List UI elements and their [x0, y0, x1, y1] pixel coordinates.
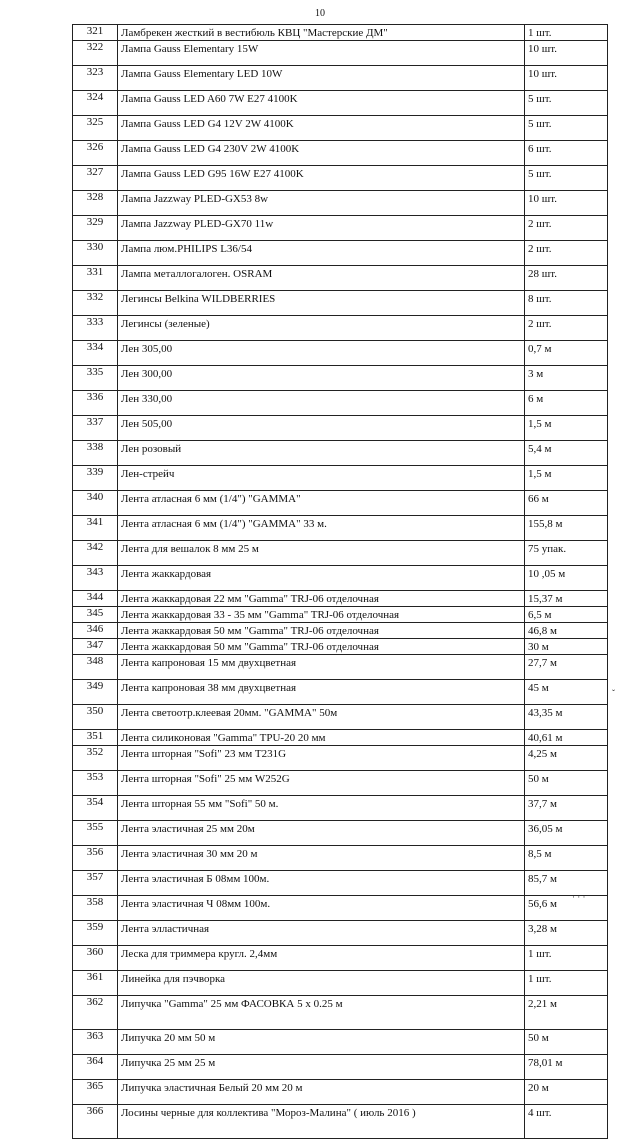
- item-name-cell: Лента эластичная Ч 08мм 100м.: [118, 896, 525, 921]
- item-name-cell: Лампа Gauss LED G4 230V 2W 4100K: [118, 141, 525, 166]
- item-name-cell: Лампа Jazzway PLED-GX53 8w: [118, 191, 525, 216]
- item-name-cell: Лента шторная "Sofi" 25 мм W252G: [118, 771, 525, 796]
- row-number-cell: 333: [73, 316, 118, 341]
- row-number-cell: 344: [73, 591, 118, 607]
- table-row: [73, 25, 608, 41]
- item-name-cell: Липучка 20 мм 50 м: [118, 1030, 525, 1055]
- item-name-cell: Лента элластичная: [118, 921, 525, 946]
- table-row: [73, 846, 608, 871]
- table-row: [73, 241, 608, 266]
- item-name-cell: Лента атласная 6 мм (1/4") "GAMMA" 33 м.: [118, 516, 525, 541]
- item-name-cell: Липучка "Gamma" 25 мм ФАСОВКА 5 х 0.25 м: [118, 996, 525, 1030]
- quantity-cell: 4,25 м: [525, 746, 608, 771]
- table-row: [73, 591, 608, 607]
- row-number-cell: 325: [73, 116, 118, 141]
- table-row: [73, 921, 608, 946]
- row-number-cell: 335: [73, 366, 118, 391]
- item-name-cell: Лен-стрейч: [118, 466, 525, 491]
- row-number-cell: 346: [73, 623, 118, 639]
- item-name-cell: Липучка эластичная Белый 20 мм 20 м: [118, 1080, 525, 1105]
- table-row: [73, 141, 608, 166]
- table-row: [73, 41, 608, 66]
- table-row: [73, 116, 608, 141]
- inventory-table: [72, 24, 608, 1139]
- table-row: [73, 91, 608, 116]
- row-number-cell: 327: [73, 166, 118, 191]
- quantity-cell: 1 шт.: [525, 971, 608, 996]
- item-name-cell: Лен 330,00: [118, 391, 525, 416]
- table-row: [73, 1080, 608, 1105]
- quantity-cell: 5 шт.: [525, 116, 608, 141]
- quantity-cell: 50 м: [525, 771, 608, 796]
- row-number-cell: 347: [73, 639, 118, 655]
- item-name-cell: Лента светоотр.клеевая 20мм. "GAMMA" 50м: [118, 705, 525, 730]
- table-row: [73, 191, 608, 216]
- table-row: [73, 730, 608, 746]
- row-number-cell: 326: [73, 141, 118, 166]
- quantity-cell: 1 шт.: [525, 946, 608, 971]
- quantity-cell: 0,7 м: [525, 341, 608, 366]
- item-name-cell: Лента капроновая 38 мм двухцветная: [118, 680, 525, 705]
- table-row: [73, 996, 608, 1030]
- quantity-cell: 78,01 м: [525, 1055, 608, 1080]
- table-row: [73, 1105, 608, 1139]
- row-number-cell: 345: [73, 607, 118, 623]
- quantity-cell: 56,6 м: [525, 896, 608, 921]
- item-name-cell: Лампа Gauss LED G4 12V 2W 4100K: [118, 116, 525, 141]
- item-name-cell: Лен 300,00: [118, 366, 525, 391]
- quantity-cell: 10 шт.: [525, 41, 608, 66]
- row-number-cell: 360: [73, 946, 118, 971]
- row-number-cell: 352: [73, 746, 118, 771]
- row-number-cell: 351: [73, 730, 118, 746]
- item-name-cell: Лента для вешалок 8 мм 25 м: [118, 541, 525, 566]
- table-row: [73, 516, 608, 541]
- item-name-cell: Лампа люм.PHILIPS L36/54: [118, 241, 525, 266]
- item-name-cell: Леска для триммера кругл. 2,4мм: [118, 946, 525, 971]
- page-number: 10: [315, 8, 325, 19]
- table-row: [73, 871, 608, 896]
- item-name-cell: Лампа Jazzway PLED-GX70 11w: [118, 216, 525, 241]
- quantity-cell: 5 шт.: [525, 91, 608, 116]
- table-row: [73, 896, 608, 921]
- quantity-cell: 43,35 м: [525, 705, 608, 730]
- item-name-cell: Липучка 25 мм 25 м: [118, 1055, 525, 1080]
- table-row: [73, 391, 608, 416]
- quantity-cell: 10 шт.: [525, 66, 608, 91]
- table-row: [73, 66, 608, 91]
- quantity-cell: 75 упак.: [525, 541, 608, 566]
- table-row: [73, 166, 608, 191]
- row-number-cell: 350: [73, 705, 118, 730]
- row-number-cell: 329: [73, 216, 118, 241]
- quantity-cell: 37,7 м: [525, 796, 608, 821]
- quantity-cell: 1,5 м: [525, 466, 608, 491]
- table-row: [73, 366, 608, 391]
- quantity-cell: 10 ,05 м: [525, 566, 608, 591]
- row-number-cell: 343: [73, 566, 118, 591]
- row-number-cell: 362: [73, 996, 118, 1030]
- table-row: [73, 771, 608, 796]
- quantity-cell: 2,21 м: [525, 996, 608, 1030]
- table-row: [73, 566, 608, 591]
- quantity-cell: 15,37 м: [525, 591, 608, 607]
- table-row: [73, 416, 608, 441]
- quantity-cell: 2 шт.: [525, 316, 608, 341]
- quantity-cell: 5 шт.: [525, 166, 608, 191]
- table-row: [73, 655, 608, 680]
- item-name-cell: Лосины черные для коллектива "Мороз-Малина" ( июль 2016 ): [118, 1105, 525, 1139]
- quantity-cell: 36,05 м: [525, 821, 608, 846]
- quantity-cell: 28 шт.: [525, 266, 608, 291]
- row-number-cell: 359: [73, 921, 118, 946]
- row-number-cell: 330: [73, 241, 118, 266]
- table-row: [73, 796, 608, 821]
- table-row: [73, 946, 608, 971]
- item-name-cell: Легинсы (зеленые): [118, 316, 525, 341]
- table-row: [73, 971, 608, 996]
- row-number-cell: 356: [73, 846, 118, 871]
- item-name-cell: Лента шторная "Sofi" 23 мм T231G: [118, 746, 525, 771]
- item-name-cell: Лампа Gauss Elementary LED 10W: [118, 66, 525, 91]
- table-row: [73, 441, 608, 466]
- quantity-cell: 8 шт.: [525, 291, 608, 316]
- quantity-cell: 6,5 м: [525, 607, 608, 623]
- table-row: [73, 291, 608, 316]
- row-number-cell: 348: [73, 655, 118, 680]
- table-row: [73, 216, 608, 241]
- table-row: [73, 639, 608, 655]
- row-number-cell: 336: [73, 391, 118, 416]
- quantity-cell: 30 м: [525, 639, 608, 655]
- item-name-cell: Лента жаккардовая 33 - 35 мм "Gamma" TRJ-06 отделочная: [118, 607, 525, 623]
- row-number-cell: 332: [73, 291, 118, 316]
- quantity-cell: 8,5 м: [525, 846, 608, 871]
- item-name-cell: Лента жаккардовая 50 мм "Gamma" TRJ-06 отделочная: [118, 623, 525, 639]
- item-name-cell: Лен 305,00: [118, 341, 525, 366]
- quantity-cell: 10 шт.: [525, 191, 608, 216]
- quantity-cell: 1,5 м: [525, 416, 608, 441]
- row-number-cell: 358: [73, 896, 118, 921]
- item-name-cell: Лента жаккардовая 50 мм "Gamma" TRJ-06 отделочная: [118, 639, 525, 655]
- row-number-cell: 340: [73, 491, 118, 516]
- row-number-cell: 354: [73, 796, 118, 821]
- quantity-cell: 85,7 м: [525, 871, 608, 896]
- quantity-cell: 66 м: [525, 491, 608, 516]
- quantity-cell: 20 м: [525, 1080, 608, 1105]
- row-number-cell: 323: [73, 66, 118, 91]
- table-row: [73, 705, 608, 730]
- table-row: [73, 1055, 608, 1080]
- item-name-cell: Лента эластичная 25 мм 20м: [118, 821, 525, 846]
- item-name-cell: Лампа металлогалоген. OSRAM: [118, 266, 525, 291]
- table-row: [73, 341, 608, 366]
- quantity-cell: 155,8 м: [525, 516, 608, 541]
- row-number-cell: 361: [73, 971, 118, 996]
- item-name-cell: Лампа Gauss Elementary 15W: [118, 41, 525, 66]
- table-row: [73, 466, 608, 491]
- quantity-cell: 3 м: [525, 366, 608, 391]
- row-number-cell: 366: [73, 1105, 118, 1139]
- table-row: [73, 746, 608, 771]
- row-number-cell: 324: [73, 91, 118, 116]
- row-number-cell: 337: [73, 416, 118, 441]
- row-number-cell: 339: [73, 466, 118, 491]
- quantity-cell: 6 м: [525, 391, 608, 416]
- quantity-cell: 2 шт.: [525, 241, 608, 266]
- row-number-cell: 328: [73, 191, 118, 216]
- table-row: [73, 821, 608, 846]
- item-name-cell: Лента эластичная 30 мм 20 м: [118, 846, 525, 871]
- quantity-cell: 46,8 м: [525, 623, 608, 639]
- quantity-cell: 40,61 м: [525, 730, 608, 746]
- item-name-cell: Лампа Gauss LED A60 7W E27 4100K: [118, 91, 525, 116]
- table-row: [73, 680, 608, 705]
- item-name-cell: Легинсы Belkina WILDBERRIES: [118, 291, 525, 316]
- item-name-cell: Лента атласная 6 мм (1/4") "GAMMA": [118, 491, 525, 516]
- row-number-cell: 341: [73, 516, 118, 541]
- quantity-cell: 6 шт.: [525, 141, 608, 166]
- table-row: [73, 316, 608, 341]
- row-number-cell: 357: [73, 871, 118, 896]
- quantity-cell: 50 м: [525, 1030, 608, 1055]
- row-number-cell: 338: [73, 441, 118, 466]
- row-number-cell: 364: [73, 1055, 118, 1080]
- table-row: [73, 607, 608, 623]
- quantity-cell: 2 шт.: [525, 216, 608, 241]
- item-name-cell: Лента жаккардовая: [118, 566, 525, 591]
- item-name-cell: Линейка для пэчворка: [118, 971, 525, 996]
- item-name-cell: Лента эластичная Б 08мм 100м.: [118, 871, 525, 896]
- item-name-cell: Лента жаккардовая 22 мм "Gamma" TRJ-06 отделочная: [118, 591, 525, 607]
- item-name-cell: Ламбрекен жесткий в вестибюль КВЦ "Мастерские ДМ": [118, 25, 525, 41]
- table-row: [73, 623, 608, 639]
- quantity-cell: 4 шт.: [525, 1105, 608, 1139]
- table-row: [73, 491, 608, 516]
- corner-mark-bottom: · · ·: [572, 892, 586, 902]
- table-row: [73, 1030, 608, 1055]
- item-name-cell: Лента капроновая 15 мм двухцветная: [118, 655, 525, 680]
- row-number-cell: 342: [73, 541, 118, 566]
- row-number-cell: 334: [73, 341, 118, 366]
- item-name-cell: Лен 505,00: [118, 416, 525, 441]
- item-name-cell: Лента силиконовая "Gamma" TPU-20 20 мм: [118, 730, 525, 746]
- table-row: [73, 266, 608, 291]
- row-number-cell: 349: [73, 680, 118, 705]
- quantity-cell: 45 м: [525, 680, 608, 705]
- row-number-cell: 321: [73, 25, 118, 41]
- item-name-cell: Лен розовый: [118, 441, 525, 466]
- item-name-cell: Лампа Gauss LED G95 16W E27 4100K: [118, 166, 525, 191]
- row-number-cell: 363: [73, 1030, 118, 1055]
- row-number-cell: 331: [73, 266, 118, 291]
- quantity-cell: 5,4 м: [525, 441, 608, 466]
- row-number-cell: 355: [73, 821, 118, 846]
- row-number-cell: 353: [73, 771, 118, 796]
- quantity-cell: 1 шт.: [525, 25, 608, 41]
- quantity-cell: 27,7 м: [525, 655, 608, 680]
- table-row: [73, 541, 608, 566]
- item-name-cell: Лента шторная 55 мм "Sofi" 50 м.: [118, 796, 525, 821]
- row-number-cell: 365: [73, 1080, 118, 1105]
- quantity-cell: 3,28 м: [525, 921, 608, 946]
- table-body: [73, 25, 608, 1139]
- corner-mark-right: ˇ: [612, 688, 615, 698]
- row-number-cell: 322: [73, 41, 118, 66]
